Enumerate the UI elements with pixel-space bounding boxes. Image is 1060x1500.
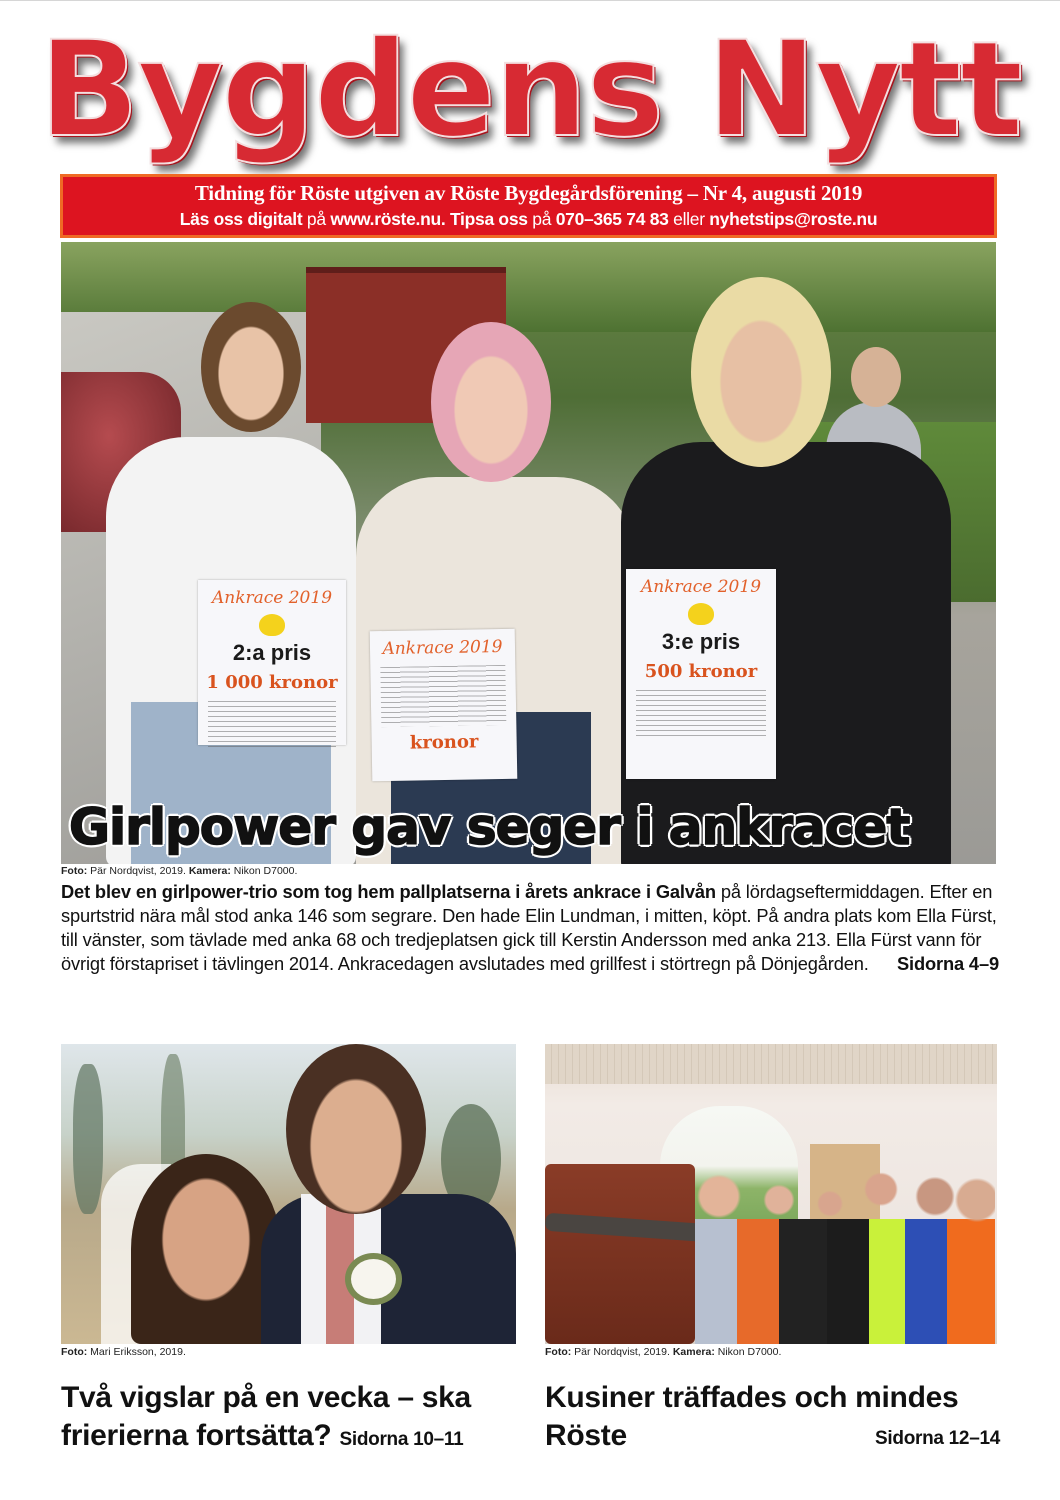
sign-title: Ankrace 2019: [640, 577, 762, 597]
cousins-story-teaser[interactable]: [545, 1379, 1000, 1455]
email-link[interactable]: nyhetstips@roste.nu: [709, 209, 878, 229]
sign-prize: 2:a pris: [232, 640, 312, 665]
rubber-duck-icon: [688, 603, 714, 625]
photo-groom-tie: [326, 1204, 354, 1344]
lead-bold: Det blev en girlpower-trio som tog hem pallplatserna i årets ankrace i Galvån: [61, 881, 716, 902]
cousins-headline-line2: Röste: [545, 1419, 627, 1452]
sign-prize: 3:e pris: [661, 629, 741, 654]
banner-text: på: [302, 209, 331, 229]
main-photo-credit: [61, 865, 297, 877]
photo-crowd: [695, 1164, 995, 1344]
prize-sign-third: [626, 569, 776, 779]
sign-fine-print: [636, 690, 766, 740]
banner-digital-label: Läs oss digitalt: [179, 209, 303, 229]
sign-envelope: [380, 665, 506, 727]
credit-camera: Nikon D7000.: [230, 865, 298, 877]
sign-amount: kronor: [409, 731, 479, 754]
main-story-photo: [61, 242, 996, 864]
wedding-photo: [61, 1044, 516, 1344]
lead-text: på lördagseftermiddagen. Efter en spurtstrid nära mål stod anka 146 som segrare. Den hade Elin Lundman, i mitten, köpt. På andra plats kom Ella Fürst, till vänster, som tävlade med anka 68 och tredjeplatsen gick till Kerstin Andersson med anka 213. Ella Fürst vann för övrigt förstapriset i tävlingen 2014. Ankracedagen avslutades med grillfest i störtregn på Dönjegården.: [61, 881, 997, 974]
cousins-headline-line2-row: [545, 1417, 1000, 1455]
wedding-story-pages: Sidorna 10–11: [339, 1429, 464, 1450]
credit-label: Kamera:: [672, 1346, 715, 1358]
main-story-lead: [61, 880, 999, 976]
photo-groom-head: [286, 1044, 426, 1214]
sign-fine-print: [208, 701, 336, 751]
info-banner: [60, 174, 997, 238]
credit-photographer: Mari Eriksson, 2019.: [87, 1346, 186, 1358]
cousins-headline-line1: Kusiner träffades och mindes: [545, 1381, 959, 1414]
credit-camera: Nikon D7000.: [714, 1346, 782, 1358]
cousins-photo: [545, 1044, 997, 1344]
credit-photographer: Pär Nordqvist, 2019.: [571, 1346, 673, 1358]
sign-title: Ankrace 2019: [211, 588, 333, 608]
sign-title: Ankrace 2019: [382, 636, 503, 660]
photo-ceiling: [545, 1044, 997, 1084]
sign-amount: 1 000 kronor: [206, 672, 338, 693]
sign-amount: 500 kronor: [644, 661, 758, 682]
cousins-photo-credit: [545, 1346, 781, 1358]
banner-text: på: [527, 209, 556, 229]
photo-person-left-head: [201, 302, 301, 432]
banner-contact: [63, 207, 994, 231]
cousins-story-pages: Sidorna 12–14: [875, 1428, 1000, 1449]
wedding-photo-credit: [61, 1346, 186, 1358]
main-story-pages: Sidorna 4–9: [897, 953, 999, 974]
photo-bride: [131, 1154, 281, 1344]
photo-person-middle-head: [431, 322, 551, 482]
photo-person-right-head: [691, 277, 831, 467]
credit-label: Foto:: [61, 865, 88, 877]
credit-label: Kamera:: [188, 865, 231, 877]
credit-label: Foto:: [61, 1346, 88, 1358]
credit-photographer: Pär Nordqvist, 2019.: [87, 865, 189, 877]
phone-number: 070–365 74 83: [555, 209, 669, 229]
main-headline: Girlpower gav seger i ankracet: [69, 798, 910, 856]
photo-boutonniere: [351, 1259, 396, 1299]
newspaper-title: Bygdens Nytt: [38, 13, 1022, 167]
wedding-headline: Två vigslar på en vecka – ska frierierna fortsätta?: [61, 1381, 471, 1452]
photo-tree: [73, 1064, 103, 1214]
photo-boy-head: [851, 347, 901, 407]
credit-label: Foto:: [545, 1346, 572, 1358]
masthead: [0, 15, 1060, 165]
banner-text: eller: [668, 209, 710, 229]
prize-sign-first: [370, 629, 518, 782]
website-link[interactable]: www.röste.nu. Tipsa oss: [330, 209, 528, 229]
rubber-duck-icon: [259, 614, 285, 636]
banner-tagline: Tidning för Röste utgiven av Röste Bygdegårdsförening – Nr 4, augusti 2019: [194, 181, 863, 205]
photo-tanks: [545, 1164, 695, 1344]
wedding-story-teaser[interactable]: [61, 1379, 521, 1459]
prize-sign-second: [198, 580, 346, 745]
